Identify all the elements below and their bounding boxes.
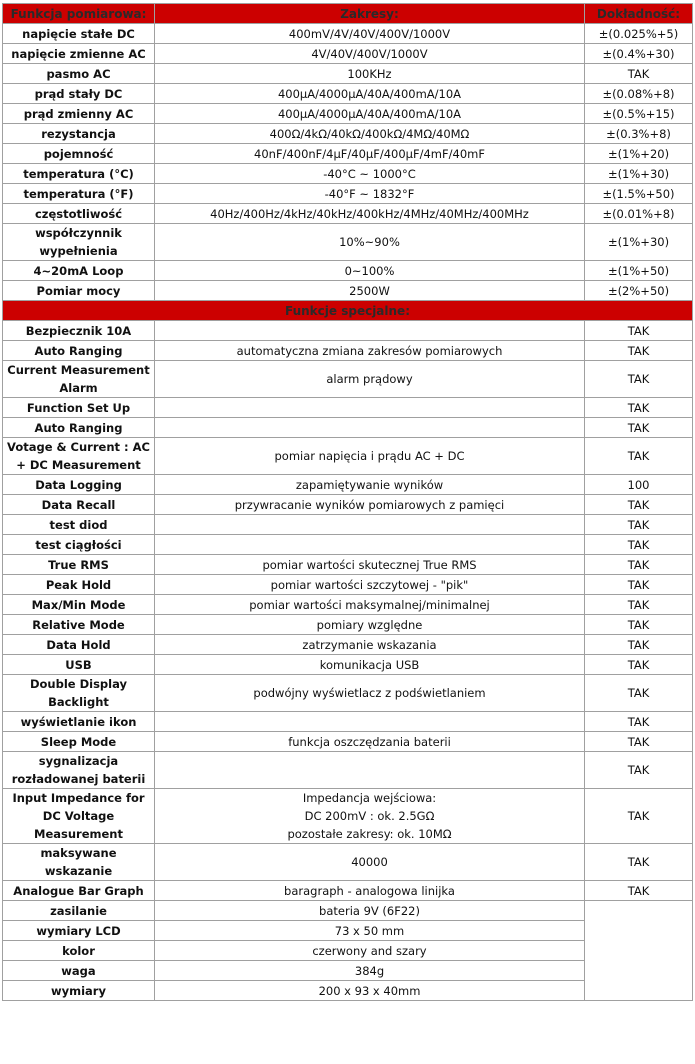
- accuracy-value: ±(1%+30): [585, 164, 693, 184]
- range-value: 100KHz: [155, 64, 585, 84]
- special-row: [3, 595, 693, 615]
- feature-name: wyświetlanie ikon: [3, 712, 155, 732]
- measurement-row: [3, 224, 693, 261]
- feature-value: TAK: [585, 844, 693, 881]
- special-functions-header: Funkcje specjalne:: [3, 301, 693, 321]
- feature-value: TAK: [585, 732, 693, 752]
- special-row: [3, 555, 693, 575]
- feature-value: 100: [585, 475, 693, 495]
- feature-name: Current Measurement Alarm: [3, 361, 155, 398]
- feature-name: Data Recall: [3, 495, 155, 515]
- range-value: 40nF/400nF/4μF/40μF/400μF/4mF/40mF: [155, 144, 585, 164]
- property-name: wymiary LCD: [3, 921, 155, 941]
- measurement-row: [3, 124, 693, 144]
- feature-description: pomiar napięcia i prądu AC + DC: [155, 438, 585, 475]
- feature-name: Sleep Mode: [3, 732, 155, 752]
- feature-value: TAK: [585, 575, 693, 595]
- property-name: kolor: [3, 941, 155, 961]
- measurement-row: [3, 164, 693, 184]
- special-row: [3, 361, 693, 398]
- special-row: [3, 575, 693, 595]
- function-name: 4~20mA Loop: [3, 261, 155, 281]
- range-value: 10%~90%: [155, 224, 585, 261]
- special-row: [3, 844, 693, 881]
- feature-value: TAK: [585, 655, 693, 675]
- header-row: [3, 4, 693, 24]
- accuracy-value: TAK: [585, 64, 693, 84]
- special-row: [3, 321, 693, 341]
- feature-value: TAK: [585, 555, 693, 575]
- measurement-row: [3, 104, 693, 124]
- feature-name: Bezpiecznik 10A: [3, 321, 155, 341]
- feature-value: TAK: [585, 398, 693, 418]
- measurement-row: [3, 281, 693, 301]
- function-name: częstotliwość: [3, 204, 155, 224]
- feature-description: [155, 398, 585, 418]
- feature-name: Auto Ranging: [3, 341, 155, 361]
- accuracy-value: ±(0.01%+8): [585, 204, 693, 224]
- feature-name: Analogue Bar Graph: [3, 881, 155, 901]
- special-row: [3, 881, 693, 901]
- feature-name: Double Display Backlight: [3, 675, 155, 712]
- property-value: bateria 9V (6F22): [155, 901, 585, 921]
- special-row: [3, 675, 693, 712]
- feature-name: Data Logging: [3, 475, 155, 495]
- accuracy-value: ±(0.5%+15): [585, 104, 693, 124]
- feature-name: test ciągłości: [3, 535, 155, 555]
- function-name: Pomiar mocy: [3, 281, 155, 301]
- range-value: 4V/40V/400V/1000V: [155, 44, 585, 64]
- feature-value: TAK: [585, 635, 693, 655]
- measurement-row: [3, 64, 693, 84]
- function-name: pojemność: [3, 144, 155, 164]
- property-value: czerwony and szary: [155, 941, 585, 961]
- feature-value: TAK: [585, 515, 693, 535]
- accuracy-value: ±(0.025%+5): [585, 24, 693, 44]
- feature-name: Input Impedance for DC Voltage Measurement: [3, 789, 155, 844]
- feature-name: Data Hold: [3, 635, 155, 655]
- range-value: -40°C ~ 1000°C: [155, 164, 585, 184]
- feature-value: TAK: [585, 495, 693, 515]
- accuracy-value: ±(0.4%+30): [585, 44, 693, 64]
- accuracy-value: ±(1%+30): [585, 224, 693, 261]
- special-row: [3, 515, 693, 535]
- range-value: 400Ω/4kΩ/40kΩ/400kΩ/4MΩ/40MΩ: [155, 124, 585, 144]
- special-header-row: [3, 301, 693, 321]
- function-name: prąd zmienny AC: [3, 104, 155, 124]
- general-row: [3, 901, 693, 921]
- feature-value: TAK: [585, 615, 693, 635]
- feature-name: Function Set Up: [3, 398, 155, 418]
- feature-value: TAK: [585, 789, 693, 844]
- feature-name: Max/Min Mode: [3, 595, 155, 615]
- header-function: Funkcja pomiarowa:: [3, 4, 155, 24]
- feature-value: TAK: [585, 675, 693, 712]
- measurement-row: [3, 261, 693, 281]
- feature-description: [155, 321, 585, 341]
- feature-value: TAK: [585, 341, 693, 361]
- feature-description: [155, 418, 585, 438]
- property-value: 73 x 50 mm: [155, 921, 585, 941]
- measurement-row: [3, 84, 693, 104]
- special-row: [3, 615, 693, 635]
- accuracy-value: ±(1.5%+50): [585, 184, 693, 204]
- range-value: 0~100%: [155, 261, 585, 281]
- function-name: rezystancja: [3, 124, 155, 144]
- feature-description: pomiar wartości maksymalnej/minimalnej: [155, 595, 585, 615]
- feature-description: automatyczna zmiana zakresów pomiarowych: [155, 341, 585, 361]
- measurement-row: [3, 204, 693, 224]
- function-name: temperatura (°C): [3, 164, 155, 184]
- feature-description: baragraph - analogowa linijka: [155, 881, 585, 901]
- special-row: [3, 732, 693, 752]
- special-row: [3, 712, 693, 732]
- feature-description: podwójny wyświetlacz z podświetlaniem: [155, 675, 585, 712]
- feature-name: maksywane wskazanie: [3, 844, 155, 881]
- accuracy-value: ±(0.08%+8): [585, 84, 693, 104]
- feature-description: zatrzymanie wskazania: [155, 635, 585, 655]
- special-row: [3, 752, 693, 789]
- measurement-row: [3, 184, 693, 204]
- range-value: 2500W: [155, 281, 585, 301]
- feature-description: funkcja oszczędzania baterii: [155, 732, 585, 752]
- feature-name: Votage & Current : AC + DC Measurement: [3, 438, 155, 475]
- header-accuracy: Dokładność:: [585, 4, 693, 24]
- feature-description: [155, 535, 585, 555]
- function-name: współczynnik wypełnienia: [3, 224, 155, 261]
- feature-description: pomiary względne: [155, 615, 585, 635]
- feature-description: Impedancja wejściowa: DC 200mV : ok. 2.5GΩ pozostałe zakresy: ok. 10MΩ: [155, 789, 585, 844]
- feature-value: TAK: [585, 881, 693, 901]
- feature-name: Peak Hold: [3, 575, 155, 595]
- function-name: napięcie stałe DC: [3, 24, 155, 44]
- range-value: 400mV/4V/40V/400V/1000V: [155, 24, 585, 44]
- feature-value: TAK: [585, 438, 693, 475]
- range-value: -40°F ~ 1832°F: [155, 184, 585, 204]
- feature-description: [155, 752, 585, 789]
- feature-value: TAK: [585, 418, 693, 438]
- feature-name: True RMS: [3, 555, 155, 575]
- feature-value: TAK: [585, 595, 693, 615]
- special-row: [3, 475, 693, 495]
- feature-value: TAK: [585, 535, 693, 555]
- special-row: [3, 438, 693, 475]
- special-row: [3, 341, 693, 361]
- property-name: waga: [3, 961, 155, 981]
- measurement-row: [3, 24, 693, 44]
- range-value: 400μA/4000μA/40A/400mA/10A: [155, 104, 585, 124]
- feature-value: TAK: [585, 752, 693, 789]
- feature-description: komunikacja USB: [155, 655, 585, 675]
- feature-description: zapamiętywanie wyników: [155, 475, 585, 495]
- accuracy-value: ±(1%+20): [585, 144, 693, 164]
- function-name: pasmo AC: [3, 64, 155, 84]
- spec-table: [2, 3, 693, 1001]
- feature-name: sygnalizacja rozładowanej baterii: [3, 752, 155, 789]
- feature-description: pomiar wartości szczytowej - "pik": [155, 575, 585, 595]
- feature-description: przywracanie wyników pomiarowych z pamięci: [155, 495, 585, 515]
- property-name: wymiary: [3, 981, 155, 1001]
- measurement-row: [3, 44, 693, 64]
- feature-description: [155, 712, 585, 732]
- accuracy-value: ±(2%+50): [585, 281, 693, 301]
- feature-description: 40000: [155, 844, 585, 881]
- feature-value: TAK: [585, 361, 693, 398]
- feature-description: [155, 515, 585, 535]
- measurement-row: [3, 144, 693, 164]
- accuracy-value: ±(1%+50): [585, 261, 693, 281]
- feature-description: alarm prądowy: [155, 361, 585, 398]
- feature-name: Auto Ranging: [3, 418, 155, 438]
- function-name: temperatura (°F): [3, 184, 155, 204]
- range-value: 40Hz/400Hz/4kHz/40kHz/400kHz/4MHz/40MHz/400MHz: [155, 204, 585, 224]
- feature-description: pomiar wartości skutecznej True RMS: [155, 555, 585, 575]
- empty-cell: [585, 901, 693, 1001]
- special-row: [3, 535, 693, 555]
- accuracy-value: ±(0.3%+8): [585, 124, 693, 144]
- function-name: prąd stały DC: [3, 84, 155, 104]
- feature-value: TAK: [585, 321, 693, 341]
- feature-name: USB: [3, 655, 155, 675]
- property-value: 200 x 93 x 40mm: [155, 981, 585, 1001]
- property-name: zasilanie: [3, 901, 155, 921]
- feature-value: TAK: [585, 712, 693, 732]
- header-ranges: Zakresy:: [155, 4, 585, 24]
- range-value: 400μA/4000μA/40A/400mA/10A: [155, 84, 585, 104]
- special-row: [3, 655, 693, 675]
- feature-name: test diod: [3, 515, 155, 535]
- property-value: 384g: [155, 961, 585, 981]
- special-row: [3, 495, 693, 515]
- function-name: napięcie zmienne AC: [3, 44, 155, 64]
- special-row: [3, 418, 693, 438]
- special-row: [3, 789, 693, 844]
- special-row: [3, 398, 693, 418]
- feature-name: Relative Mode: [3, 615, 155, 635]
- special-row: [3, 635, 693, 655]
